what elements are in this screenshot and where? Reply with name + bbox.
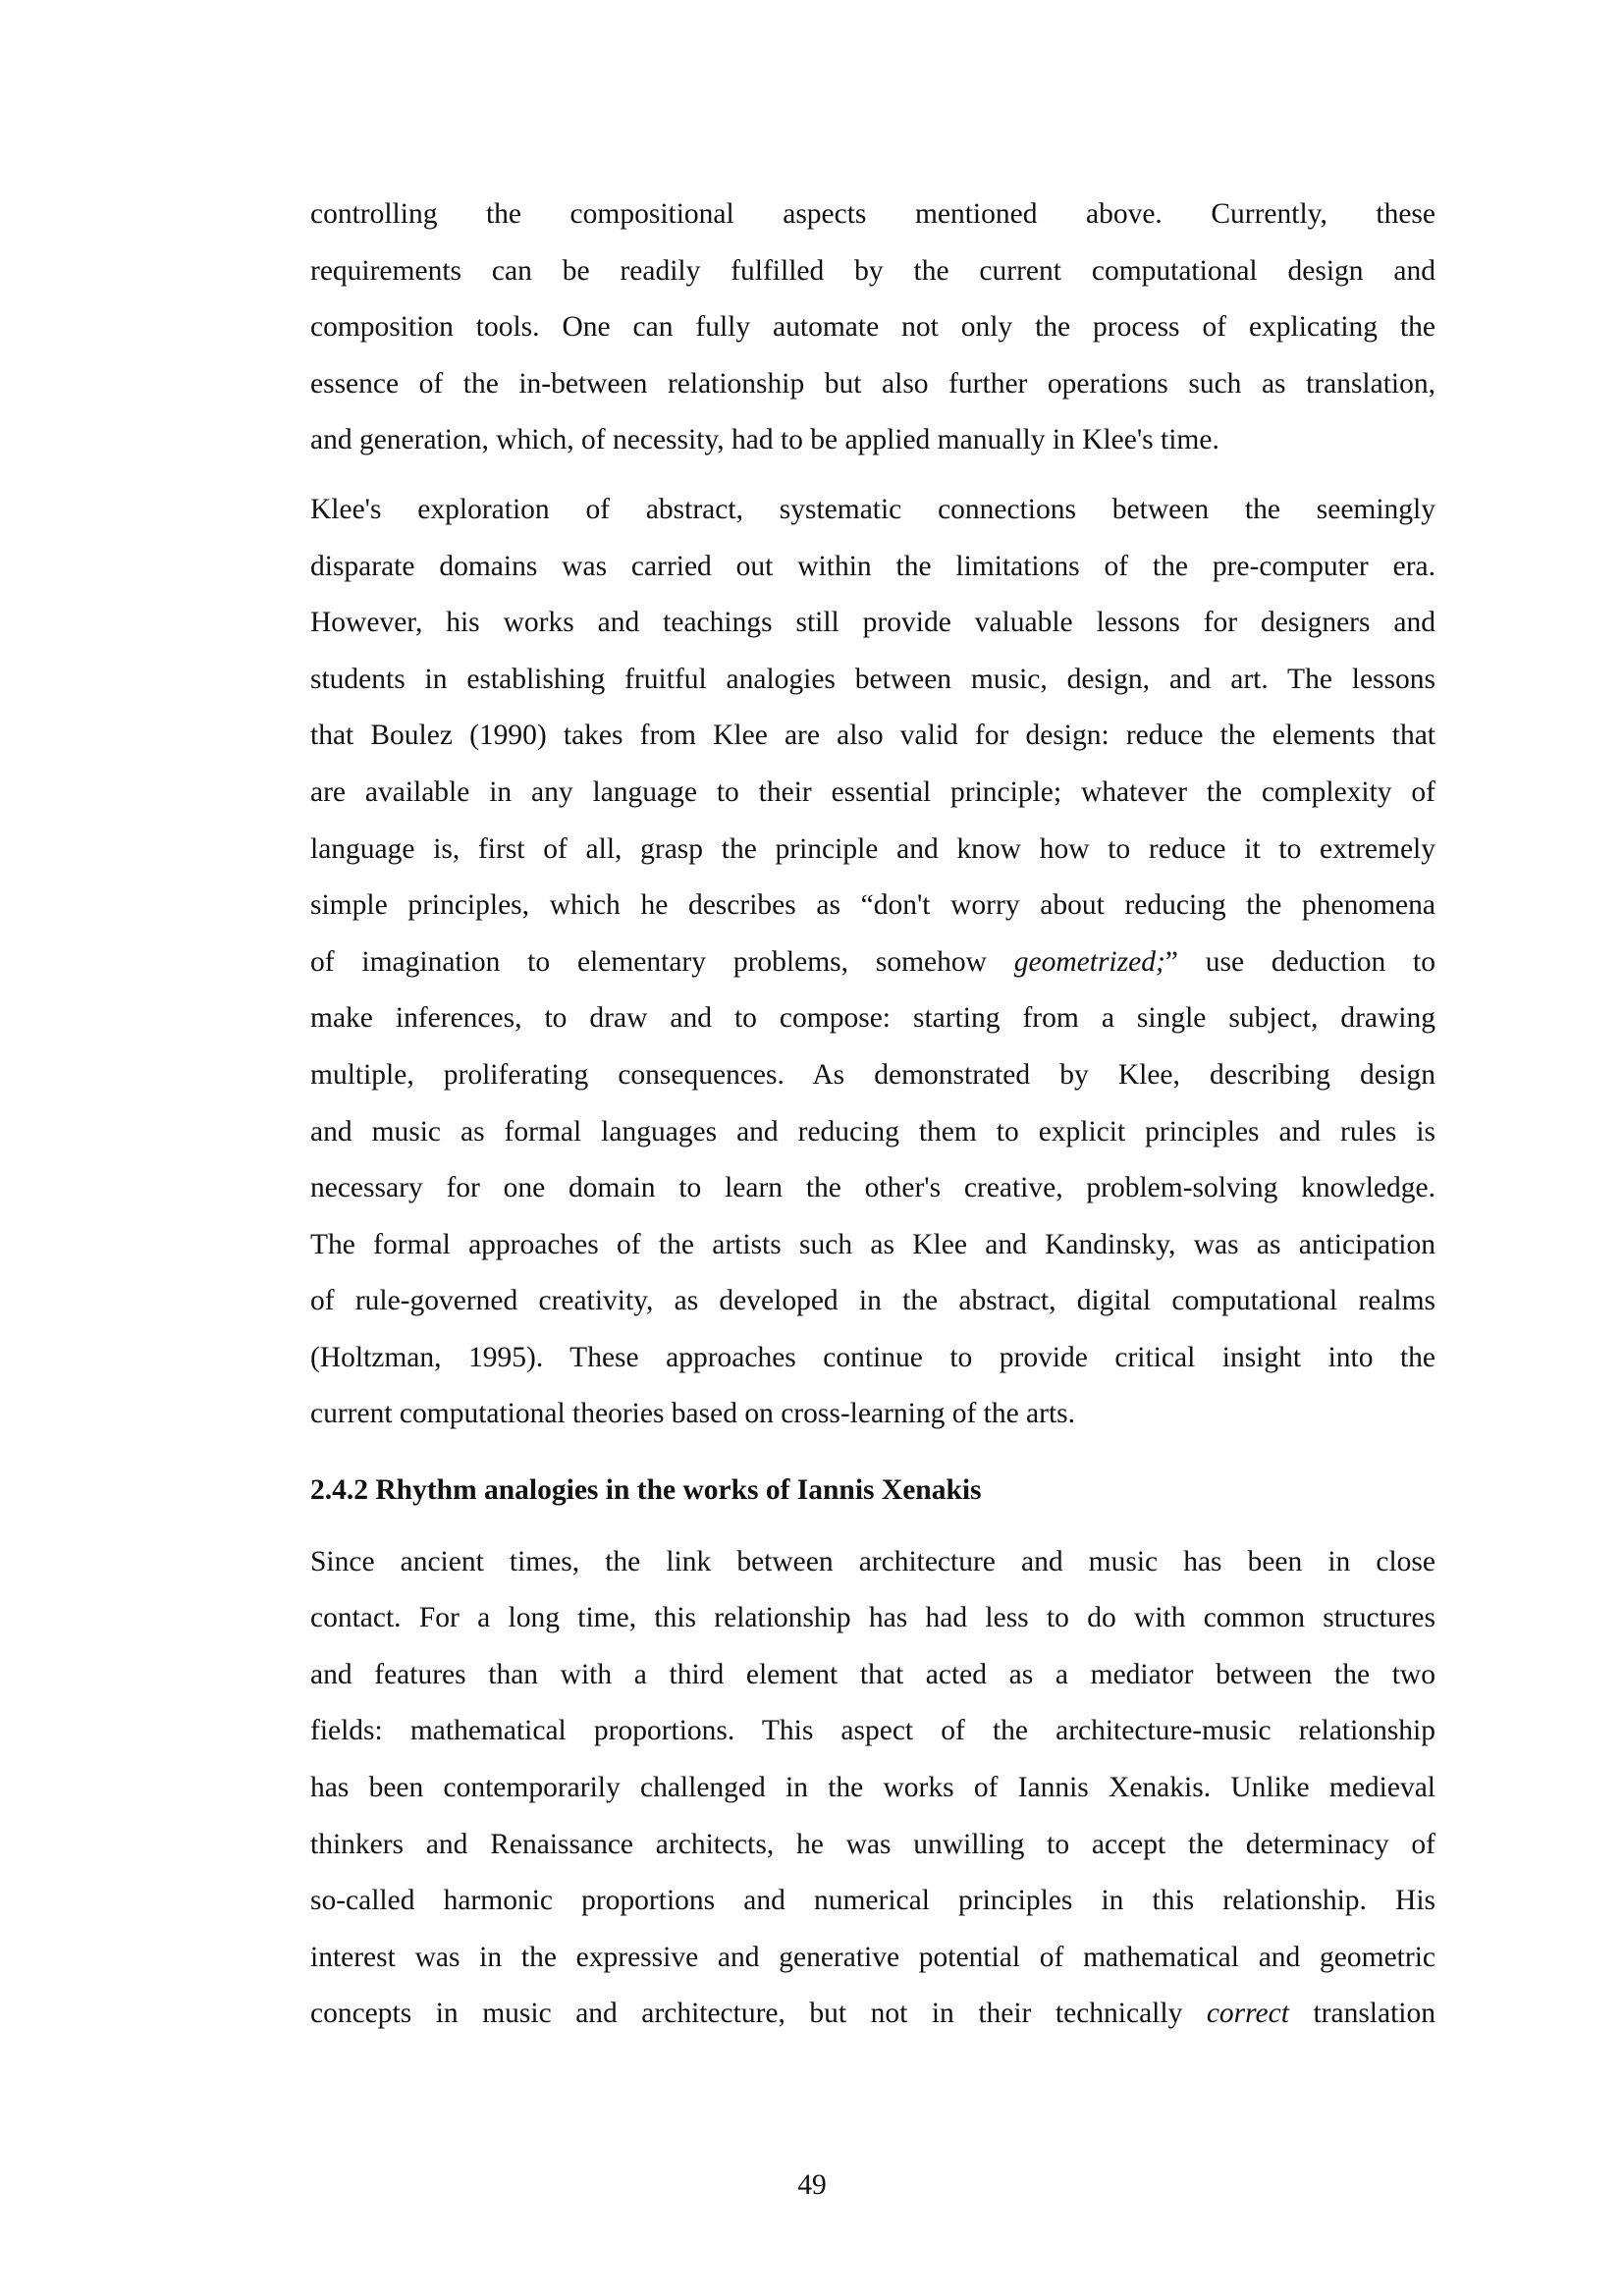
text-line: that Boulez (1990) takes from Klee are also valid for design: reduce the elements that <box>310 720 1435 752</box>
text-line: and music as formal languages and reducing them to explicit principles and rules is <box>310 1115 1435 1148</box>
text-line: simple principles, which he describes as “don't worry about reducing the phenomena <box>310 889 1435 922</box>
section-heading: 2.4.2 Rhythm analogies in the works of Iannis Xenakis <box>310 1474 982 1507</box>
text-line: multiple, proliferating consequences. As demonstrated by Klee, describing design <box>310 1058 1435 1091</box>
paragraph-spacer <box>310 469 1435 482</box>
text-line: disparate domains was carried out within the limitations of the pre-computer era. <box>310 550 1435 582</box>
text-line: and features than with a third element that acted as a mediator between the two <box>310 1658 1435 1690</box>
text-line: so-called harmonic proportions and numerical principles in this relationship. His <box>310 1885 1435 1917</box>
text-line-with-italic <box>310 1986 1435 2043</box>
text-line: and generation, which, of necessity, had to be applied manually in Klee's time. <box>310 424 1219 456</box>
text-line: current computational theories based on cross-learning of the arts. <box>310 1398 1076 1430</box>
paragraph-3 <box>310 1534 1435 2043</box>
italic-term: geometrized; <box>1013 945 1165 978</box>
text-line: thinkers and Renaissance architects, he was unwilling to accept the determinacy of <box>310 1828 1435 1860</box>
text-line: Since ancient times, the link between architecture and music has been in close <box>310 1545 1435 1577</box>
document-page <box>310 187 1435 2043</box>
text-segment: translation <box>1288 1998 1435 2030</box>
text-line: of rule-governed creativity, as developed in the abstract, digital computational realms <box>310 1285 1435 1317</box>
page-number: 49 <box>797 2169 827 2201</box>
text-line: requirements can be readily fulfilled by the current computational design and <box>310 254 1435 287</box>
text-line: language is, first of all, grasp the principle and know how to reduce it to extremely <box>310 832 1435 865</box>
text-segment: ” use deduction to <box>1164 945 1435 978</box>
text-line: interest was in the expressive and generative potential of mathematical and geometric <box>310 1941 1435 1973</box>
italic-term: correct <box>1206 1998 1289 2030</box>
text-line-with-italic <box>310 934 1435 991</box>
text-line: composition tools. One can fully automate not only the process of explicating the <box>310 311 1435 344</box>
text-segment: concepts in music and architecture, but not in their technically <box>310 1998 1207 2030</box>
paragraph-1 <box>310 187 1435 469</box>
text-segment: of imagination to elementary problems, somehow <box>310 945 1014 978</box>
text-line: contact. For a long time, this relationship has had less to do with common structures <box>310 1602 1435 1634</box>
text-line: controlling the compositional aspects mentioned above. Currently, these <box>310 198 1435 230</box>
text-line: make inferences, to draw and to compose: starting from a single subject, drawing <box>310 1002 1435 1035</box>
text-line: The formal approaches of the artists such as Klee and Kandinsky, was as anticipation <box>310 1228 1435 1260</box>
text-line: essence of the in-between relationship but also further operations such as translation, <box>310 367 1435 400</box>
text-line: students in establishing fruitful analogies between music, design, and art. The lessons <box>310 663 1435 695</box>
text-line: has been contemporarily challenged in the works of Iannis Xenakis. Unlike medieval <box>310 1772 1435 1804</box>
paragraph-2 <box>310 482 1435 1443</box>
text-line: However, his works and teachings still provide valuable lessons for designers and <box>310 607 1435 639</box>
text-line: are available in any language to their essential principle; whatever the complexity of <box>310 775 1435 808</box>
text-line: Klee's exploration of abstract, systematic connections between the seemingly <box>310 493 1435 525</box>
text-line: (Holtzman, 1995). These approaches continue to provide critical insight into the <box>310 1341 1435 1373</box>
text-line: necessary for one domain to learn the other's creative, problem-solving knowledge. <box>310 1172 1435 1204</box>
text-line: fields: mathematical proportions. This aspect of the architecture-music relationship <box>310 1715 1435 1747</box>
